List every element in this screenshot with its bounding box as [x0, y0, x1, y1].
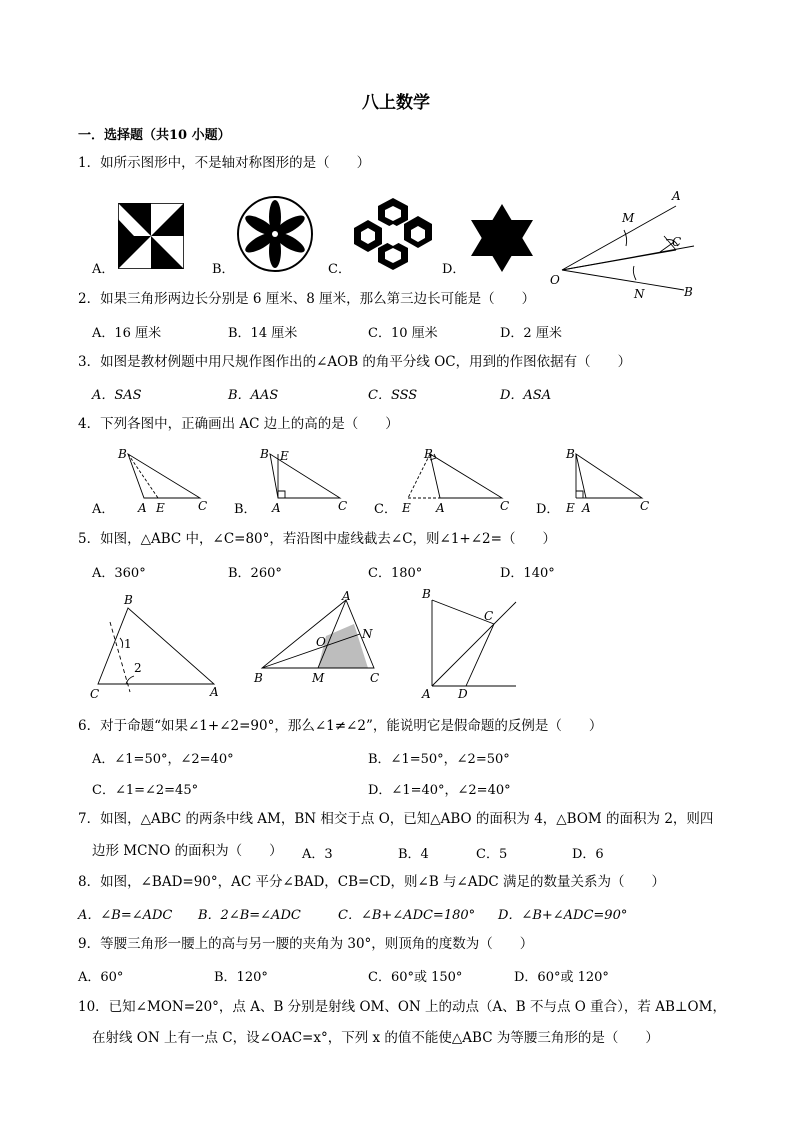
- q7-option-d[interactable]: D．6: [572, 847, 604, 862]
- question-4-stem: 4．下列各图中，正确画出 AC 边上的高的是（ ）: [78, 416, 399, 432]
- q6-option-a[interactable]: A．∠1=50°，∠2=40°: [92, 752, 234, 767]
- height-figure-b: [256, 446, 352, 516]
- q3-option-d[interactable]: D．ASA: [500, 388, 552, 403]
- q5-option-b[interactable]: B．260°: [228, 566, 282, 581]
- q1-option-b[interactable]: B．: [212, 262, 235, 277]
- q9-option-b[interactable]: B．120°: [214, 970, 268, 985]
- q2-option-b[interactable]: B．14 厘米: [228, 326, 298, 341]
- q1-option-d[interactable]: D．: [442, 262, 466, 277]
- q1-option-a[interactable]: A．: [92, 262, 115, 277]
- q8-option-d[interactable]: D．∠B+∠ADC=90°: [498, 908, 628, 923]
- q7-medians-figure: [250, 590, 390, 686]
- section-heading: 一．选择题（共10 小题）: [78, 128, 231, 143]
- svg-text:C: C: [484, 609, 494, 623]
- q8-option-b[interactable]: B．2∠B=∠ADC: [198, 908, 301, 923]
- svg-text:A: A: [138, 501, 147, 515]
- q6-option-c[interactable]: C．∠1=∠2=45°: [92, 783, 199, 798]
- svg-text:B: B: [566, 447, 575, 461]
- q8-option-c[interactable]: C．∠B+∠ADC=180°: [338, 908, 476, 923]
- question-10-stem-line2: 在射线 ON 上有一点 C，设∠OAC=x°，下列 x 的值不能使△ABC 为等腰三角形的是（ ）: [92, 1030, 659, 1046]
- q9-option-d[interactable]: D．60°或 120°: [514, 970, 609, 985]
- svg-text:B: B: [118, 447, 127, 461]
- q3-option-a[interactable]: A．SAS: [92, 388, 142, 403]
- svg-text:B: B: [124, 593, 133, 607]
- question-8-stem: 8．如图，∠BAD=90°，AC 平分∠BAD，CB=CD，则∠B 与∠ADC 满足的数量关系为（ ）: [78, 874, 666, 890]
- question-1-stem: 1．如所示图形中，不是轴对称图形的是（ ）: [78, 155, 371, 171]
- q5-triangle-figure: [86, 592, 226, 702]
- svg-text:A: A: [272, 501, 281, 515]
- svg-text:C: C: [500, 499, 510, 513]
- q7-option-a[interactable]: A．3: [302, 847, 333, 862]
- q2-option-a[interactable]: A．16 厘米: [92, 326, 162, 341]
- q5-option-c[interactable]: C．180°: [368, 566, 423, 581]
- angle-bisector-figure: [546, 188, 706, 300]
- q5-option-a[interactable]: A．360°: [92, 566, 146, 581]
- q6-option-d[interactable]: D．∠1=40°，∠2=40°: [368, 783, 511, 798]
- svg-text:C: C: [198, 499, 208, 513]
- svg-text:2: 2: [134, 661, 142, 675]
- svg-text:E: E: [566, 501, 575, 515]
- svg-text:C: C: [640, 499, 650, 513]
- question-2-stem: 2．如果三角形两边长分别是 6 厘米、8 厘米，那么第三边长可能是（ ）: [78, 291, 536, 307]
- q6-option-b[interactable]: B．∠1=50°，∠2=50°: [368, 752, 510, 767]
- q4-option-b[interactable]: B．: [234, 502, 257, 517]
- question-6-stem: 6．对于命题“如果∠1+∠2=90°，那么∠1≠∠2”，能说明它是假命题的反例是（ ）: [78, 718, 603, 734]
- label-c: C: [672, 235, 682, 249]
- question-3-stem: 3．如图是教材例题中用尺规作图作出的∠AOB 的角平分线 OC，用到的作图依据有（ ）: [78, 354, 632, 370]
- svg-text:A: A: [436, 501, 445, 515]
- svg-text:D: D: [458, 687, 468, 701]
- flower-figure: [236, 195, 314, 273]
- q8-option-a[interactable]: A．∠B=∠ADC: [78, 908, 173, 923]
- height-figure-a: [116, 446, 212, 516]
- q7-option-c[interactable]: C．5: [476, 847, 508, 862]
- label-a: A: [672, 189, 681, 203]
- svg-text:C: C: [338, 499, 348, 513]
- svg-text:E: E: [402, 501, 411, 515]
- svg-text:A: A: [422, 687, 431, 701]
- q3-option-c[interactable]: C．SSS: [368, 388, 418, 403]
- q4-option-c[interactable]: C．: [374, 502, 397, 517]
- height-figure-c: [398, 446, 510, 516]
- svg-text:C: C: [370, 671, 380, 685]
- question-7-stem-line1: 7．如图，△ABC 的两条中线 AM，BN 相交于点 O，已知△ABO 的面积为 4，△BOM 的面积为 2，则四: [78, 811, 714, 827]
- svg-text:1: 1: [124, 637, 132, 651]
- height-figure-d: [560, 446, 656, 516]
- q4-option-d[interactable]: D．: [536, 502, 560, 517]
- label-m: M: [622, 211, 635, 225]
- svg-text:E: E: [156, 501, 165, 515]
- q2-option-c[interactable]: C．10 厘米: [368, 326, 438, 341]
- star-figure: [466, 202, 538, 274]
- q4-option-a[interactable]: A．: [92, 502, 115, 517]
- label-o: O: [550, 273, 560, 287]
- q8-quadrilateral-figure: [418, 586, 528, 702]
- pinwheel-figure: [118, 203, 184, 269]
- svg-text:B: B: [260, 447, 269, 461]
- svg-text:B: B: [254, 671, 263, 685]
- q1-option-c[interactable]: C．: [328, 262, 351, 277]
- hexagon-ring-figure: [352, 196, 434, 272]
- svg-text:O: O: [316, 635, 326, 649]
- q5-option-d[interactable]: D．140°: [500, 566, 555, 581]
- svg-text:B: B: [422, 587, 431, 601]
- svg-text:A: A: [582, 501, 591, 515]
- q7-option-b[interactable]: B．4: [398, 847, 429, 862]
- q9-option-a[interactable]: A．60°: [78, 970, 124, 985]
- question-9-stem: 9．等腰三角形一腰上的高与另一腰的夹角为 30°，则顶角的度数为（ ）: [78, 936, 534, 952]
- q3-option-b[interactable]: B．AAS: [228, 388, 279, 403]
- svg-text:C: C: [90, 687, 100, 701]
- svg-text:B: B: [424, 447, 433, 461]
- q9-option-c[interactable]: C．60°或 150°: [368, 970, 463, 985]
- page-title: 八上数学: [362, 93, 430, 113]
- question-10-stem-line1: 10．已知∠MON=20°，点 A、B 分别是射线 OM、ON 上的动点（A、B 不与点 O 重合），若 AB⊥OM，: [78, 999, 726, 1015]
- label-n: N: [634, 287, 645, 301]
- svg-text:E: E: [280, 449, 289, 463]
- svg-text:A: A: [210, 685, 219, 699]
- svg-text:M: M: [312, 671, 325, 685]
- svg-text:A: A: [342, 589, 351, 603]
- svg-text:N: N: [362, 627, 373, 641]
- question-5-stem: 5．如图，△ABC 中，∠C=80°，若沿图中虚线截去∠C，则∠1+∠2=（ ）: [78, 531, 556, 547]
- label-b: B: [684, 285, 693, 299]
- question-7-stem-line2: 边形 MCNO 的面积为（ ）: [92, 843, 283, 859]
- q2-option-d[interactable]: D．2 厘米: [500, 326, 562, 341]
